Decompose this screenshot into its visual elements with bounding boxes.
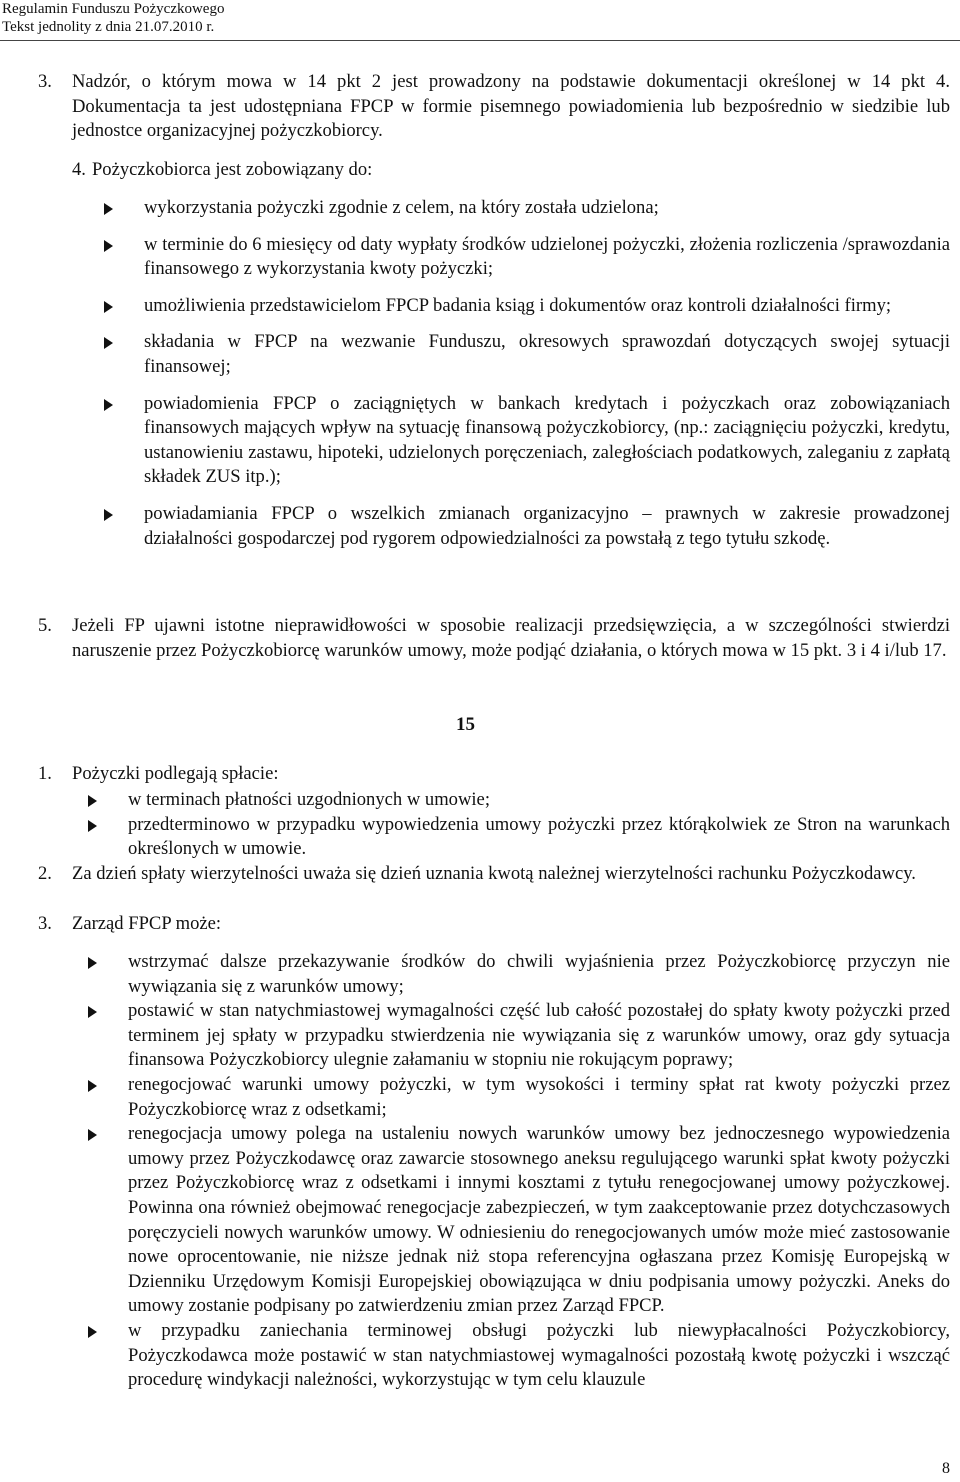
paragraph-number: 3.: [38, 913, 52, 934]
list-item: powiadomienia FPCP o zaciągniętych w bankach kredytach i pożyczkach oraz zobowiązaniach finansowych mających wpływ na sytuację finansową pożyczkobiorcy, (np.: zaciągnięciu pożyczki, kredytu, ustanowieniu zastawu, hipoteki, udzielonych poręczeniach, zaległościach podatkowych, zaleganiu z zapłatą składek ZUS itp.);: [104, 392, 950, 490]
header-title: Regulamin Funduszu Pożyczkowego: [2, 1, 225, 17]
square-bullet-icon: [88, 1006, 97, 1018]
paragraph-text: Jeżeli FP ujawni istotne nieprawidłowości w sposobie realizacji przedsięwzięcia, a w szczególności stwierdzi naruszenie przez Pożyczkobiorcę warunków umowy, może podjąć działania, o których mowa w 15 pkt. 3 i 4 i/lub 17.: [72, 615, 950, 661]
obligations-list: [104, 196, 950, 563]
paragraph-4: [72, 158, 950, 183]
header-version: Tekst jednolity z dnia 21.07.2010 r.: [2, 19, 215, 35]
list-item: postawić w stan natychmiastowej wymagalności część lub całość pozostałej do spłaty kwoty pożyczki przed terminem jej spłaty w przypadku stwierdzenia nie wywiązania się z warunków umowy, oraz gdy sytuacja finansowa Pożyczkobiorcy ulegnie załamaniu w stopniu nie rokującym poprawy;: [88, 999, 950, 1073]
square-bullet-icon: [104, 337, 113, 349]
section-heading: 15: [456, 714, 475, 735]
square-bullet-icon: [104, 509, 113, 521]
list-item: składania w FPCP na wezwanie Funduszu, okresowych sprawozdań dotyczących swojej sytuacji finansowej;: [104, 330, 950, 379]
square-bullet-icon: [104, 203, 113, 215]
list-item: w terminach płatności uzgodnionych w umowie;: [88, 788, 950, 813]
list-item: w terminie do 6 miesięcy od daty wypłaty środków udzielonej pożyczki, złożenia rozliczenia /sprawozdania finansowego z wykorzystania kwoty pożyczki;: [104, 233, 950, 282]
list-item: przedterminowo w przypadku wypowiedzenia umowy pożyczki przez którąkolwiek ze Stron na warunkach określonych w umowie.: [88, 813, 950, 862]
paragraph-number: 1.: [38, 763, 52, 784]
square-bullet-icon: [88, 957, 97, 969]
document-header: [2, 0, 224, 36]
square-bullet-icon: [104, 301, 113, 313]
square-bullet-icon: [88, 1326, 97, 1338]
square-bullet-icon: [104, 399, 113, 411]
paragraph-text: Zarząd FPCP może:: [72, 913, 222, 934]
list-item: umożliwienia przedstawicielom FPCP badania ksiąg i dokumentów oraz kontroli działalności firmy;: [104, 294, 950, 319]
square-bullet-icon: [88, 820, 97, 832]
header-divider: [0, 40, 960, 41]
section-15-paragraph-2: [38, 862, 950, 887]
repayment-list: [88, 788, 950, 862]
paragraph-text: Nadzór, o którym mowa w 14 pkt 2 jest prowadzony na podstawie dokumentacji określonej w 14 pkt 4. Dokumentacja ta jest udostępniana FPCP w formie pisemnego powiadomienia lub bezpośrednio w siedzibie lub jednostce organizacyjnej pożyczkobiorcy.: [72, 71, 950, 142]
paragraph-3: [38, 70, 950, 144]
list-item: wykorzystania pożyczki zgodnie z celem, na który została udzielona;: [104, 196, 950, 221]
board-powers-list: [88, 950, 950, 1393]
page-number: 8: [942, 1460, 950, 1477]
list-item: renegocjacja umowy polega na ustaleniu nowych warunków umowy bez jednoczesnego wypowiedzenia umowy przez Pożyczkodawcę oraz zawarcie stosownego aneksu regulującego warunki spłat kwoty pożyczki przez Pożyczkobiorcę wraz z odsetkami i innymi kosztami z tytułu renegocjowanej umowy pożyczkowej. Powinna ona również obejmować renegocjacje zabezpieczeń, w tym zaakceptowanie przez dotychczasowych poręczycieli nowych warunków umowy. W odniesieniu do renegocjowanych umów może mieć zastosowanie nowe oprocentowanie, nie niższe jednak niż stopa referencyjna ogłaszana przez Komisję Europejską w Dzienniku Urzędowym Komisji Europejskiej obowiązująca w dniu podpisania umowy pożyczki. Aneks do umowy zostanie podpisany po zatwierdzeniu zmian przez Zarząd FPCP.: [88, 1122, 950, 1319]
section-15-paragraph-3: [38, 912, 950, 937]
section-15-paragraph-1: [38, 762, 950, 787]
square-bullet-icon: [88, 1129, 97, 1141]
list-item: renegocjować warunki umowy pożyczki, w tym wysokości i terminy spłat rat kwoty pożyczki przez Pożyczkobiorcę wraz z odsetkami;: [88, 1073, 950, 1122]
paragraph-number: 3.: [38, 71, 52, 92]
paragraph-5: [38, 614, 950, 663]
list-item: wstrzymać dalsze przekazywanie środków do chwili wyjaśnienia przez Pożyczkobiorcę przyczyn nie wywiązania się z warunków umowy;: [88, 950, 950, 999]
paragraph-number: 2.: [38, 863, 52, 884]
square-bullet-icon: [88, 795, 97, 807]
paragraph-number: 5.: [38, 615, 52, 636]
paragraph-text: Pożyczki podlegają spłacie:: [72, 763, 279, 784]
paragraph-number: 4.: [72, 159, 86, 180]
list-item: powiadamiania FPCP o wszelkich zmianach organizacyjno – prawnych w zakresie prowadzonej działalności gospodarczej pod rygorem odpowiedzialności za powstałą z tego tytułu szkodę.: [104, 502, 950, 551]
list-item: w przypadku zaniechania terminowej obsługi pożyczki lub niewypłacalności Pożyczkobiorcy, Pożyczkodawca może postawić w stan natychmiastowej wymagalności pozostałą kwotę pożyczki i wszcząć procedurę windykacji należności, wykorzystując w tym celu klauzule: [88, 1319, 950, 1393]
paragraph-text: Pożyczkobiorca jest zobowiązany do:: [91, 159, 373, 180]
square-bullet-icon: [104, 240, 113, 252]
paragraph-text: Za dzień spłaty wierzytelności uważa się dzień uznania kwotą należnej wierzytelności rachunku Pożyczkodawcy.: [72, 863, 916, 884]
square-bullet-icon: [88, 1080, 97, 1092]
